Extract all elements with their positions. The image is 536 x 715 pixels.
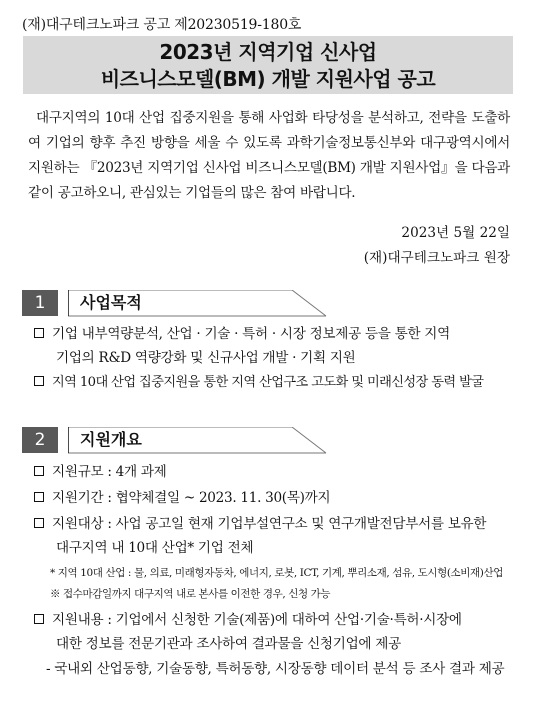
checkbox-bullet-icon xyxy=(34,492,44,502)
list-item xyxy=(34,460,512,484)
checkbox-bullet-icon xyxy=(34,518,44,528)
checkbox-bullet-icon xyxy=(34,614,44,624)
section-2-title: 지원개요 xyxy=(80,430,142,449)
intro-paragraph: 대구지역의 10대 산업 집중지원을 통해 사업화 타당성을 분석하고, 전략을 도출하여 기업의 향후 추진 방향을 세울 수 있도록 과학기술정보통신부와 대구광역시에서 지원하는 『2023년 지역기업 신사업 비즈니스모델(BM) 개발 지원사업』을 다음과 같이 공고하오니, 관심있는 기업들의 많은 참여 바랍니다. xyxy=(28,110,510,201)
section-1-header xyxy=(22,290,322,316)
list-item xyxy=(34,322,512,370)
title-line-1: 2023년 지역기업 신사업 xyxy=(159,40,377,64)
support-content-continued: 대한 정보를 전문기관과 조사하여 결과물을 신청기업에 제공 xyxy=(56,636,401,652)
issuing-organization: (재)대구테크노파크 원장 xyxy=(363,250,510,266)
support-target-continued: 대구지역 내 10대 산업* 기업 전체 xyxy=(56,540,254,556)
page-title xyxy=(23,36,513,94)
support-target: 지원대상 : 사업 공고일 현재 기업부설연구소 및 연구개발전담부서를 보유한 xyxy=(52,516,487,532)
document-number: (재)대구테크노파크 공고 제20230519-180호 xyxy=(22,17,302,33)
section-1-number: 1 xyxy=(22,290,58,316)
checkbox-bullet-icon xyxy=(34,376,44,386)
section-1-title: 사업목적 xyxy=(80,293,142,312)
title-line-2: 비즈니스모델(BM) 개발 지원사업 공고 xyxy=(100,67,436,91)
list-item xyxy=(34,486,512,510)
list-item xyxy=(34,371,512,395)
support-content-detail: - 국내외 산업동향, 기술동향, 특허동향, 시장동향 데이터 분석 등 조사 결과 제공 xyxy=(46,661,505,677)
deadline-note: ※ 접수마감일까지 대구지역 내로 본사를 이전한 경우, 신청 가능 xyxy=(50,588,331,600)
support-content: 지원내용 : 기업에서 신청한 기술(제품)에 대하여 산업·기술·특허·시장에 xyxy=(52,612,462,628)
checkbox-bullet-icon xyxy=(34,466,44,476)
list-item-text: 기업 내부역량분석, 산업 · 기술 · 특허 · 시장 정보제공 등을 통한 지역 xyxy=(52,326,450,342)
list-item xyxy=(34,512,512,560)
list-item-text: 지역 10대 산업 집중지원을 통한 지역 산업구조 고도화 및 미래신성장 동력 발굴 xyxy=(52,375,484,390)
section-2-number: 2 xyxy=(22,427,58,453)
section-2-header xyxy=(22,427,322,453)
support-scale: 지원규모 : 4개 과제 xyxy=(52,464,167,480)
announcement-date: 2023년 5월 22일 xyxy=(401,225,510,241)
support-period: 지원기간 : 협약체결일 ~ 2023. 11. 30(목)까지 xyxy=(52,490,331,506)
industries-note: * 지역 10대 산업 : 물, 의료, 미래형자동차, 에너지, 로봇, ICT, 기계, 뿌리소재, 섬유, 도시형(소비재)산업 xyxy=(50,567,503,579)
list-item-text: 기업의 R&D 역량강화 및 신규사업 개발 · 기획 지원 xyxy=(56,350,356,366)
list-item xyxy=(34,608,512,656)
checkbox-bullet-icon xyxy=(34,328,44,338)
